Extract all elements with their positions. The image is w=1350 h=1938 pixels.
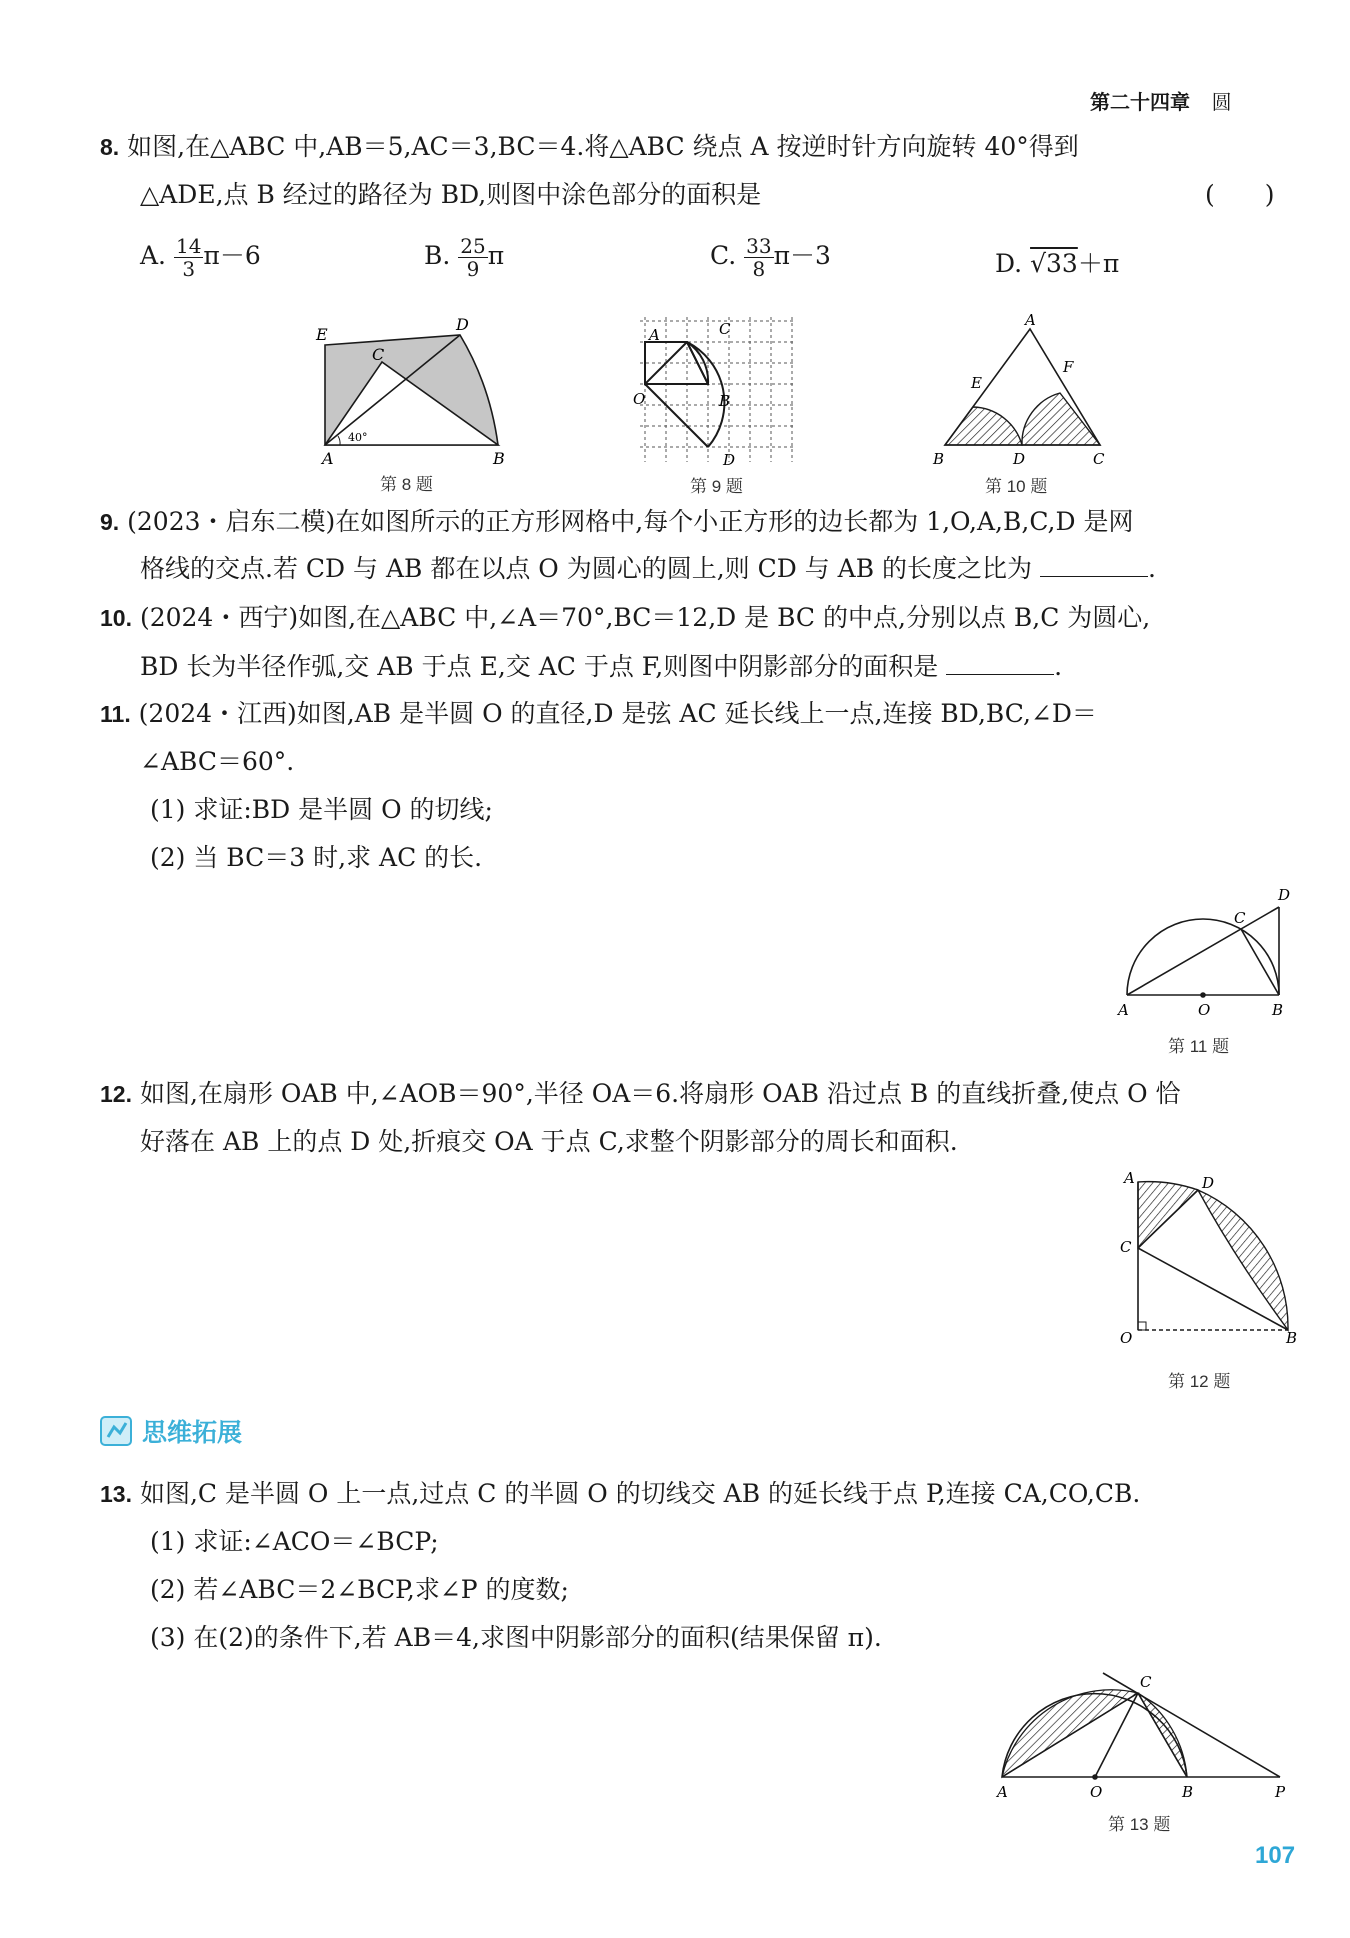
q8-text1: 如图,在△ABC 中,AB＝5,AC＝3,BC＝4.将△ABC 绕点 A 按逆时针方向旋转 40°得到 (127, 132, 1079, 161)
q9-number: 9. (100, 509, 120, 535)
fig11-label-d: D (1278, 886, 1291, 904)
q10-text2: BD 长为半径作弧,交 AB 于点 E,交 AC 于点 F,则图中阴影部分的面积是 (140, 652, 939, 681)
q11-line2: ∠ABC＝60°. (140, 747, 295, 776)
fig13-label-b: B (1182, 1783, 1194, 1801)
fig10-label-c: C (1093, 450, 1105, 468)
fig9-label-o: O (633, 390, 646, 408)
fig11-label-b: B (1272, 1001, 1284, 1019)
q10-text1: (2024・西宁)如图,在△ABC 中,∠A＝70°,BC＝12,D 是 BC 的中点,分别以点 B,C 为圆心, (139, 603, 1151, 632)
q8-text2: △ADE,点 B 经过的路径为 BD,则图中涂色部分的面积是 (140, 180, 762, 209)
q8-option-a: A. $\frac{14}{3}$ π－6 (140, 234, 261, 281)
q10-line2: BD 长为半径作弧,交 AB 于点 E,交 AC 于点 F,则图中阴影部分的面积是 . (140, 652, 1063, 681)
q11-line1 (100, 697, 1097, 731)
fig10-label-e: E (971, 374, 982, 392)
section-title: 思维拓展 (142, 1419, 243, 1447)
fig10-label-f: F (1063, 358, 1074, 376)
q12-line1 (100, 1077, 1181, 1111)
fig13-label-a: A (997, 1783, 1008, 1801)
fig8-label-e: E (316, 325, 328, 344)
fig9-label-a: A (649, 326, 660, 344)
q11-text1: (2024・江西)如图,AB 是半圆 O 的直径,D 是弦 AC 延长线上一点,连接 BD,BC,∠D＝ (138, 699, 1097, 728)
q11-part2: (2) 当 BC＝3 时,求 AC 的长. (150, 843, 483, 872)
q8-option-b: B. $\frac{25}{9}$ π (424, 234, 505, 281)
figure-13 (985, 1665, 1295, 1810)
fig13-label-o: O (1090, 1783, 1103, 1801)
figure-9 (635, 312, 795, 472)
fig12-label-b: B (1286, 1329, 1298, 1347)
q13-part2: (2) 若∠ABC＝2∠BCP,求∠P 的度数; (150, 1575, 569, 1604)
q10-line1 (100, 601, 1150, 635)
fig8-angle-label: 40° (348, 431, 368, 444)
q13-text1: 如图,C 是半圆 O 上一点,过点 C 的半圆 O 的切线交 AB 的延长线于点 P,连接 CA,CO,CB. (139, 1479, 1141, 1508)
fig9-label-b: B (719, 392, 731, 410)
fig13-label-c: C (1140, 1673, 1152, 1691)
fig13-label-p: P (1275, 1783, 1286, 1801)
chapter-section: 圆 (1211, 92, 1232, 114)
figure-10-caption: 第 10 题 (985, 477, 1048, 496)
fig11-label-a: A (1118, 1001, 1129, 1019)
fig11-label-c: C (1234, 909, 1246, 927)
q13-part1: (1) 求证:∠ACO＝∠BCP; (150, 1527, 439, 1556)
q12-text1: 如图,在扇形 OAB 中,∠AOB＝90°,半径 OA＝6.将扇形 OAB 沿过点 B 的直线折叠,使点 O 恰 (139, 1079, 1181, 1108)
fig12-label-a: A (1124, 1169, 1135, 1187)
figure-8-caption: 第 8 题 (380, 475, 433, 494)
figure-9-caption: 第 9 题 (690, 477, 743, 496)
q10-answer-blank[interactable] (946, 650, 1054, 675)
section-icon (100, 1415, 134, 1447)
q12-number: 12. (100, 1081, 132, 1107)
q8-number: 8. (100, 134, 120, 160)
figure-12-caption: 第 12 题 (1168, 1372, 1231, 1391)
q9-line1 (100, 505, 1134, 539)
q9-answer-blank[interactable] (1040, 552, 1148, 577)
fig8-label-d: D (456, 315, 469, 334)
figure-12 (1110, 1168, 1300, 1353)
q10-number: 10. (100, 605, 132, 631)
q13-part3: (3) 在(2)的条件下,若 AB＝4,求图中阴影部分的面积(结果保留 π). (150, 1623, 882, 1652)
fig8-label-c: C (372, 345, 385, 364)
q9-text1: (2023・启东二模)在如图所示的正方形网格中,每个小正方形的边长都为 1,O,A,B,C,D 是网 (127, 507, 1134, 536)
q11-part1: (1) 求证:BD 是半圆 O 的切线; (150, 795, 493, 824)
fig10-label-b: B (933, 450, 945, 468)
page-number: 107 (1255, 1842, 1296, 1869)
fig10-label-d: D (1013, 450, 1026, 468)
figure-11-caption: 第 11 题 (1168, 1037, 1230, 1056)
figure-8 (300, 310, 530, 480)
fig12-label-d: D (1202, 1174, 1215, 1192)
fig8-label-a: A (322, 449, 334, 468)
fig8-label-b: B (493, 449, 505, 468)
q8-line2 (140, 178, 761, 212)
q8-answer-paren: ( ) (1205, 180, 1275, 209)
q11-number: 11. (100, 701, 131, 727)
fig12-label-o: O (1120, 1329, 1133, 1347)
section-thinking-extension (100, 1413, 242, 1449)
figure-10 (925, 311, 1115, 475)
q8-option-c: C. $\frac{33}{8}$ π－3 (710, 234, 831, 281)
chapter-title: 第二十四章 (1090, 92, 1190, 114)
q9-line2: 格线的交点.若 CD 与 AB 都在以点 O 为圆心的圆上,则 CD 与 AB 的长度之比为 . (140, 554, 1156, 583)
q13-number: 13. (100, 1481, 132, 1507)
fig9-label-d: D (723, 451, 736, 469)
figure-11 (1110, 885, 1300, 1025)
q8-line1 (100, 130, 1079, 164)
q13-line1 (100, 1477, 1140, 1511)
q12-line2: 好落在 AB 上的点 D 处,折痕交 OA 于点 C,求整个阴影部分的周长和面积. (140, 1127, 958, 1156)
fig10-label-a: A (1025, 311, 1036, 329)
chapter-header (1090, 86, 1232, 115)
fig9-label-c: C (719, 320, 731, 338)
q8-option-d: D. √33＋π (995, 249, 1120, 278)
fig12-label-c: C (1120, 1238, 1132, 1256)
figure-13-caption: 第 13 题 (1108, 1815, 1171, 1834)
fig11-label-o: O (1198, 1001, 1211, 1019)
q9-text2: 格线的交点.若 CD 与 AB 都在以点 O 为圆心的圆上,则 CD 与 AB 的长度之比为 (140, 554, 1033, 583)
